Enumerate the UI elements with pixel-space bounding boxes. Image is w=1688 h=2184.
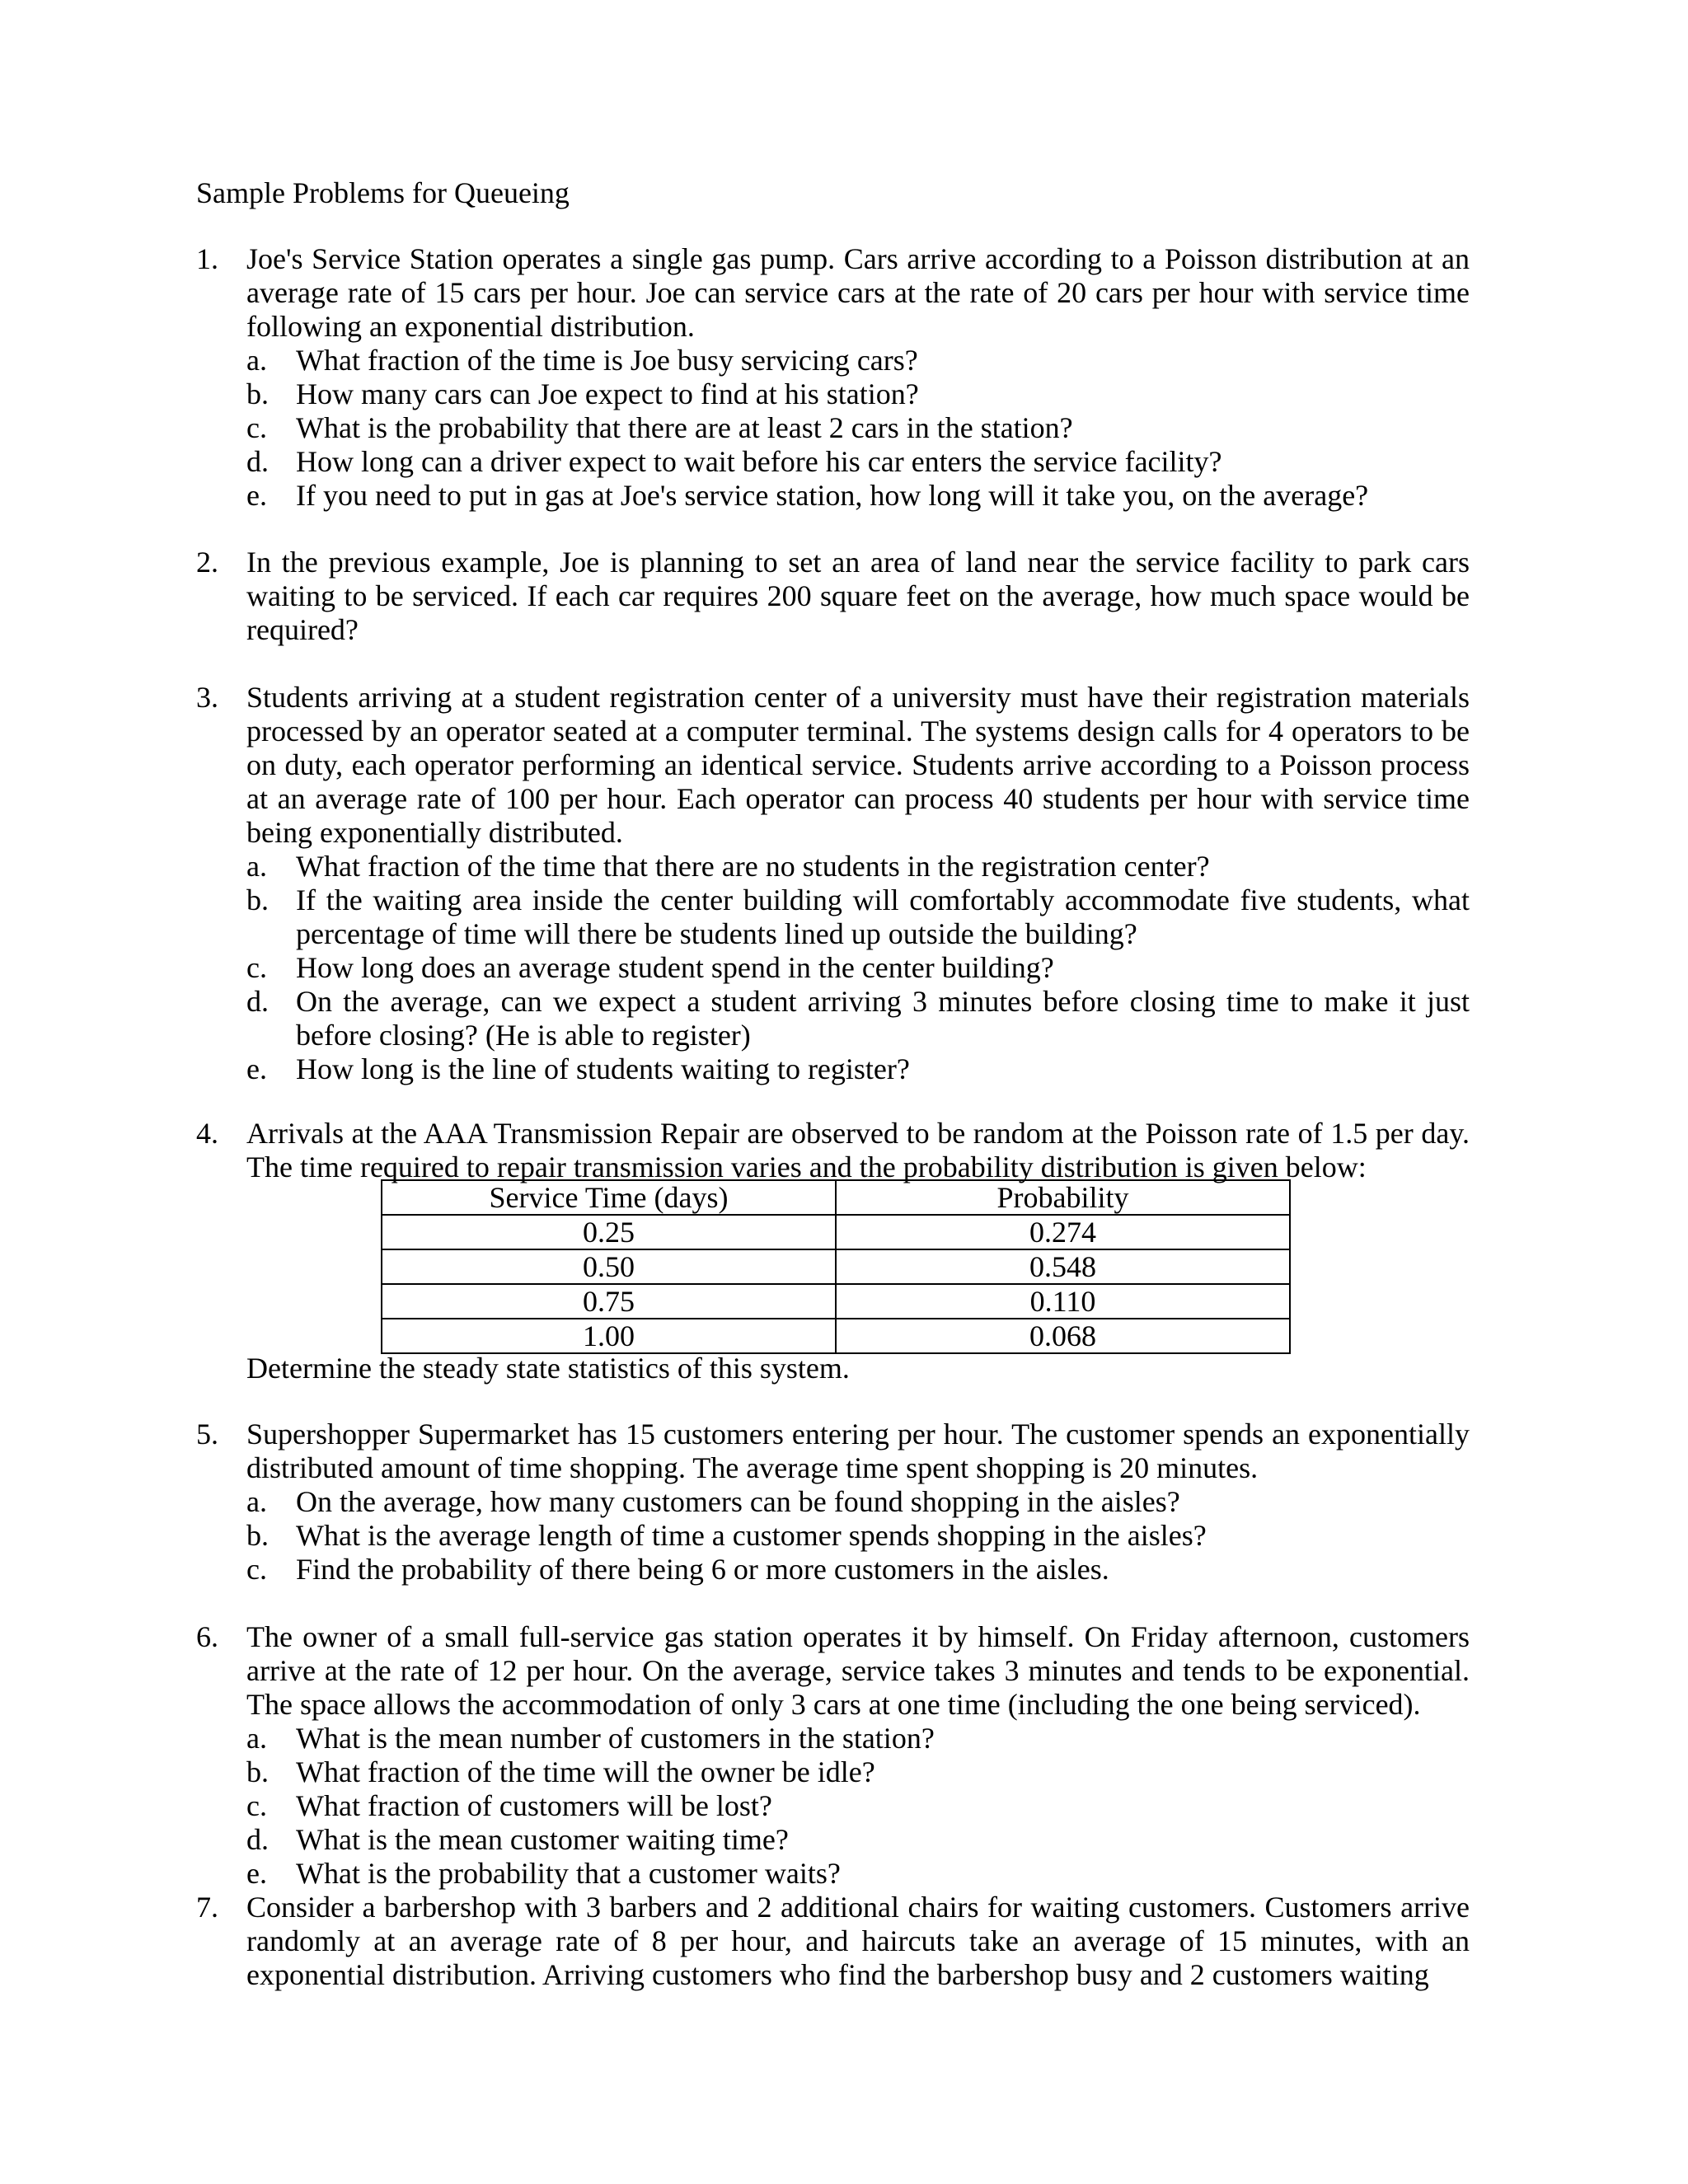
problem-text: Supershopper Supermarket has 15 customers entering per hour. The customer spends an exponentially distributed amount of time shopping. The average time spent shopping is 20 minutes. (246, 1418, 1470, 1484)
column-header: Service Time (days) (382, 1180, 836, 1215)
list-item: d. How long can a driver expect to wait before his car enters the service facility? (246, 445, 1222, 478)
problem-number: 7. (196, 1891, 218, 1924)
list-item: a. What fraction of the time is Joe busy servicing cars? (246, 344, 918, 377)
list-item: a. What is the mean number of customers in the station? (246, 1722, 935, 1755)
table-cell: 0.068 (836, 1319, 1290, 1353)
table-cell: 1.00 (382, 1319, 836, 1353)
problem-number: 4. (196, 1117, 218, 1150)
list-item: e. How long is the line of students waiting to register? (246, 1052, 910, 1085)
problem-4-conclusion (196, 1352, 1470, 1385)
problem-text: Determine the steady state statistics of this system. (246, 1352, 850, 1385)
list-item: b. What fraction of the time will the owner be idle? (246, 1755, 875, 1788)
problem-text: Arrivals at the AAA Transmission Repair are observed to be random at the Poisson rate of 1.5 per day. The time required to repair transmission varies and the probability distribution is given below: (246, 1117, 1470, 1183)
list-item: d. On the average, can we expect a student arriving 3 minutes before closing time to make it just before closing? (He is able to register) (246, 985, 1470, 1052)
list-item: c. What fraction of customers will be lost? (246, 1789, 772, 1822)
table-row (382, 1319, 1290, 1353)
problem-5 (196, 1418, 1470, 1586)
problem-number: 1. (196, 242, 218, 275)
problem-text: Joe's Service Station operates a single gas pump. Cars arrive according to a Poisson distribution at an average rate of 15 cars per hour. Joe can service cars at the rate of 20 cars per hour with service time following an exponential distribution. (246, 242, 1470, 343)
list-item: c. Find the probability of there being 6 or more customers in the aisles. (246, 1553, 1109, 1586)
table-cell: 0.274 (836, 1215, 1290, 1249)
problem-text: The owner of a small full-service gas station operates it by himself. On Friday afternoon, customers arrive at the rate of 12 per hour. On the average, service takes 3 minutes and tends to be exponential. The space allows the accommodation of only 3 cars at one time (including the one being serviced). (246, 1620, 1470, 1721)
table-row (382, 1284, 1290, 1319)
problem-4 (196, 1117, 1470, 1184)
problem-number: 3. (196, 681, 218, 714)
problem-3 (196, 681, 1470, 1086)
list-item: c. How long does an average student spend in the center building? (246, 951, 1054, 984)
problem-number: 5. (196, 1418, 218, 1451)
list-item: d. What is the mean customer waiting time? (246, 1823, 789, 1856)
page-title: Sample Problems for Queueing (196, 176, 570, 209)
table-header-row (382, 1180, 1290, 1215)
table-row (382, 1215, 1290, 1249)
problem-7 (196, 1891, 1470, 1992)
list-item: e. What is the probability that a customer waits? (246, 1857, 841, 1890)
column-header: Probability (836, 1180, 1290, 1215)
list-item: e. If you need to put in gas at Joe's service station, how long will it take you, on the average? (246, 479, 1369, 512)
list-item: b. If the waiting area inside the center building will comfortably accommodate five students, what percentage of time will there be students lined up outside the building? (246, 883, 1470, 950)
list-item: c. What is the probability that there are at least 2 cars in the station? (246, 411, 1073, 444)
problem-number: 6. (196, 1620, 218, 1653)
table-cell: 0.50 (382, 1249, 836, 1284)
list-item: a. What fraction of the time that there are no students in the registration center? (246, 850, 1210, 883)
table-cell: 0.75 (382, 1284, 836, 1319)
service-time-table (381, 1179, 1291, 1354)
problem-text: Consider a barbershop with 3 barbers and 2 additional chairs for waiting customers. Customers arrive randomly at an average rate of 8 per hour, and haircuts take an average of 15 minutes, with an exponential distribution. Arriving customers who find the barbershop busy and 2 customers waiting (246, 1891, 1470, 1991)
table-cell: 0.25 (382, 1215, 836, 1249)
list-item: b. What is the average length of time a customer spends shopping in the aisles? (246, 1519, 1207, 1552)
table-row (382, 1249, 1290, 1284)
problem-text: Students arriving at a student registration center of a university must have their registration materials processed by an operator seated at a computer terminal. The systems design calls for 4 operators to be on duty, each operator performing an identical service. Students arrive according to a Poisson process at an average rate of 100 per hour. Each operator can process 40 students per hour with service time being exponentially distributed. (246, 681, 1470, 849)
table-cell: 0.548 (836, 1249, 1290, 1284)
problem-6 (196, 1620, 1470, 1891)
table-cell: 0.110 (836, 1284, 1290, 1319)
problem-number: 2. (196, 546, 218, 579)
problem-text: In the previous example, Joe is planning to set an area of land near the service facility to park cars waiting to be serviced. If each car requires 200 square feet on the average, how much space would be required? (246, 546, 1470, 646)
problem-1 (196, 242, 1470, 513)
list-item: a. On the average, how many customers can be found shopping in the aisles? (246, 1485, 1180, 1518)
problem-2 (196, 546, 1470, 647)
list-item: b. How many cars can Joe expect to find at his station? (246, 377, 919, 410)
